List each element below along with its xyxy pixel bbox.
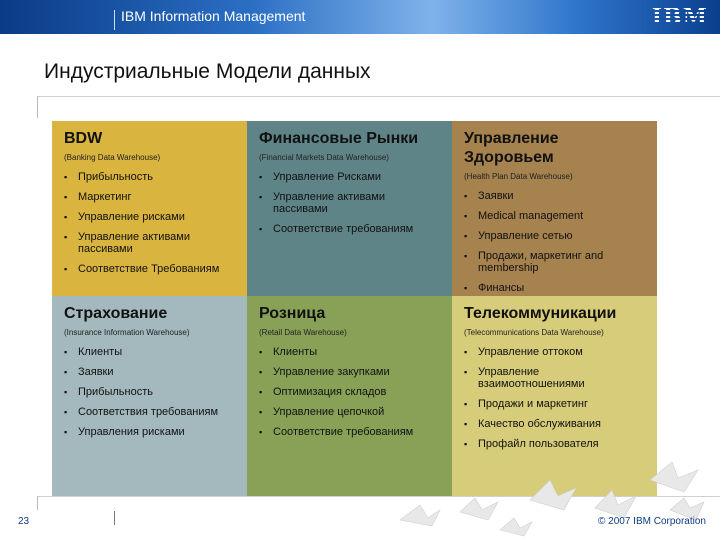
cell-subtitle: (Insurance Information Warehouse) bbox=[64, 328, 190, 337]
cell-title: Финансовые Рынки bbox=[259, 130, 419, 147]
page-number: 23 bbox=[18, 516, 30, 527]
list-item: ▪ Управление активами пассивами bbox=[259, 191, 442, 215]
cell-title: Телекоммуникации bbox=[464, 305, 617, 322]
list-item: ▪ Качество обслуживания bbox=[464, 418, 647, 430]
cell-item-list bbox=[464, 190, 647, 294]
list-item: ▪ Клиенты bbox=[259, 346, 442, 358]
list-item: ▪ Заявки bbox=[464, 190, 647, 202]
page-title: Индустриальные Модели данных bbox=[44, 60, 371, 83]
cell-subtitle: (Telecommunications Data Warehouse) bbox=[464, 328, 604, 337]
list-item: ▪ Оптимизация складов bbox=[259, 386, 442, 398]
list-item: ▪ Финансы bbox=[464, 282, 647, 294]
list-item: ▪ Управление Рисками bbox=[259, 171, 442, 183]
list-item: ▪ Соответствие Требованиям bbox=[64, 263, 237, 275]
ibm-logo-icon: IBM bbox=[651, 4, 708, 30]
cell-title: Страхование bbox=[64, 305, 168, 322]
list-item: ▪ Прибыльность bbox=[64, 171, 237, 183]
list-item: ▪ Управление оттоком bbox=[464, 346, 647, 358]
cell-item-list bbox=[64, 171, 237, 275]
list-item: ▪ Управления рисками bbox=[64, 426, 237, 438]
list-item: ▪ Управление сетью bbox=[464, 230, 647, 242]
cell-subtitle: (Financial Markets Data Warehouse) bbox=[259, 153, 389, 162]
cell-health bbox=[452, 121, 657, 296]
list-item: ▪ Соответствия требованиям bbox=[64, 406, 237, 418]
list-item: ▪ Управление рисками bbox=[64, 211, 237, 223]
header-bar bbox=[0, 0, 720, 34]
list-item: ▪ Продажи и маркетинг bbox=[464, 398, 647, 410]
cell-subtitle: (Retail Data Warehouse) bbox=[259, 328, 347, 337]
list-item: ▪ Medical management bbox=[464, 210, 647, 222]
list-item: ▪ Управление активами пассивами bbox=[64, 231, 237, 255]
list-item: ▪ Маркетинг bbox=[64, 191, 237, 203]
cell-item-list bbox=[259, 346, 442, 438]
cell-title: BDW bbox=[64, 130, 103, 147]
divider-top-tick bbox=[37, 96, 38, 118]
cell-item-list bbox=[259, 171, 442, 235]
copyright-text: © 2007 IBM Corporation bbox=[598, 516, 706, 527]
cell-title: Управление Здоровьем bbox=[464, 130, 559, 166]
cell-item-list bbox=[64, 346, 237, 438]
list-item: ▪ Прибыльность bbox=[64, 386, 237, 398]
list-item: ▪ Соответствие требованиям bbox=[259, 426, 442, 438]
cell-subtitle: (Banking Data Warehouse) bbox=[64, 153, 161, 162]
brand-label: IBM Information Management bbox=[121, 8, 306, 24]
divider-bottom-tick bbox=[37, 496, 38, 510]
list-item: ▪ Заявки bbox=[64, 366, 237, 378]
list-item: ▪ Соответствие требованиям bbox=[259, 223, 442, 235]
header-separator bbox=[114, 10, 115, 30]
cell-title: Розница bbox=[259, 305, 326, 322]
cell-insurance bbox=[52, 296, 247, 496]
divider-top bbox=[37, 96, 720, 97]
cell-bdw bbox=[52, 121, 247, 296]
list-item: ▪ Профайл пользователя bbox=[464, 438, 647, 450]
list-item: ▪ Управление взаимоотношениями bbox=[464, 366, 647, 390]
cell-item-list bbox=[464, 346, 647, 450]
cell-subtitle: (Health Plan Data Warehouse) bbox=[464, 172, 573, 181]
list-item: ▪ Клиенты bbox=[64, 346, 237, 358]
cell-financial-markets bbox=[247, 121, 452, 296]
list-item: ▪ Управление закупками bbox=[259, 366, 442, 378]
list-item: ▪ Управление цепочкой bbox=[259, 406, 442, 418]
list-item: ▪ Продажи, маркетинг and membership bbox=[464, 250, 647, 274]
footer-separator bbox=[114, 511, 115, 525]
